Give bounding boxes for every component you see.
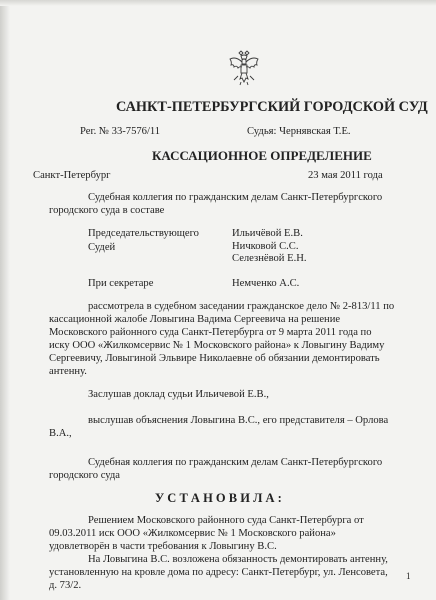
considered-line: рассмотрела в судебном заседании гражданское дело № 2-813/11 по (88, 301, 395, 312)
considered-line: антенну. (49, 366, 87, 377)
considered-line: Сергеевичу, Ловыгиной Эльвире Николаевне об обязании демонтировать (49, 353, 380, 364)
court-name: САНКТ-ПЕТЕРБУРГСКИЙ ГОРОДСКОЙ СУД (116, 99, 428, 115)
coat-of-arms-icon (228, 50, 260, 88)
composition-line: городского суда в составе (49, 205, 165, 216)
explanation-line: выслушав объяснения Ловыгина В.С., его представителя – Орлова (88, 415, 389, 426)
city: Санкт-Петербург (33, 170, 111, 181)
decision-line: д. 73/2. (49, 580, 82, 591)
document-date: 23 мая 2011 года (308, 170, 383, 181)
page-number: 1 (406, 571, 411, 581)
considered-line: кассационной жалобе Ловыгина Вадима Сергеевича на решение (49, 314, 341, 325)
decision-line: 09.03.2011 иск ООО «Жилкомсервис № 1 Московского района» (49, 528, 336, 539)
decision-line: удовлетворён в части требования к Ловыгину В.С. (49, 541, 277, 552)
registration-number: Рег. № 33-7576/11 (80, 126, 161, 137)
judge-name: Судья: Чернявская Т.Е. (247, 126, 351, 137)
scan-shadow-top (0, 0, 436, 6)
collegium-line: городского суда (49, 470, 120, 481)
presiding-name: Ильичёвой Е.В. (232, 228, 303, 239)
composition-line: Судебная коллегия по гражданским делам Санкт-Петербургского (88, 192, 383, 203)
document-title: КАССАЦИОННОЕ ОПРЕДЕЛЕНИЕ (152, 148, 372, 163)
secretary-name: Немченко А.С. (232, 278, 300, 289)
established-heading: У С Т А Н О В И Л А : (155, 491, 282, 505)
secretary-label: При секретаре (88, 278, 154, 289)
judge-member: Селезнёвой Е.Н. (232, 253, 307, 264)
considered-line: иску ООО «Жилкомсервис № 1 Московского района» к Ловыгину Вадиму (49, 340, 385, 351)
decision-line: На Ловыгина В.С. возложена обязанность демонтировать антенну, (88, 554, 388, 565)
judges-label: Судей (88, 242, 116, 253)
decision-line: Решением Московского районного суда Санкт-Петербурга от (88, 515, 364, 526)
considered-line: Московского районного суда Санкт-Петербурга от 9 марта 2011 года по (49, 327, 372, 338)
explanation-line: В.А., (49, 428, 72, 439)
decision-line: установленную на кровле дома по адресу: Санкт-Петербург, ул. Ленсовета, (49, 567, 388, 578)
scan-shadow-left (0, 0, 10, 600)
presiding-label: Председательствующего (88, 228, 199, 239)
judge-member: Ничковой С.С. (232, 241, 299, 252)
collegium-line: Судебная коллегия по гражданским делам Санкт-Петербургского (88, 457, 383, 468)
report-heard: Заслушав доклад судьи Ильичевой Е.В., (88, 389, 269, 400)
